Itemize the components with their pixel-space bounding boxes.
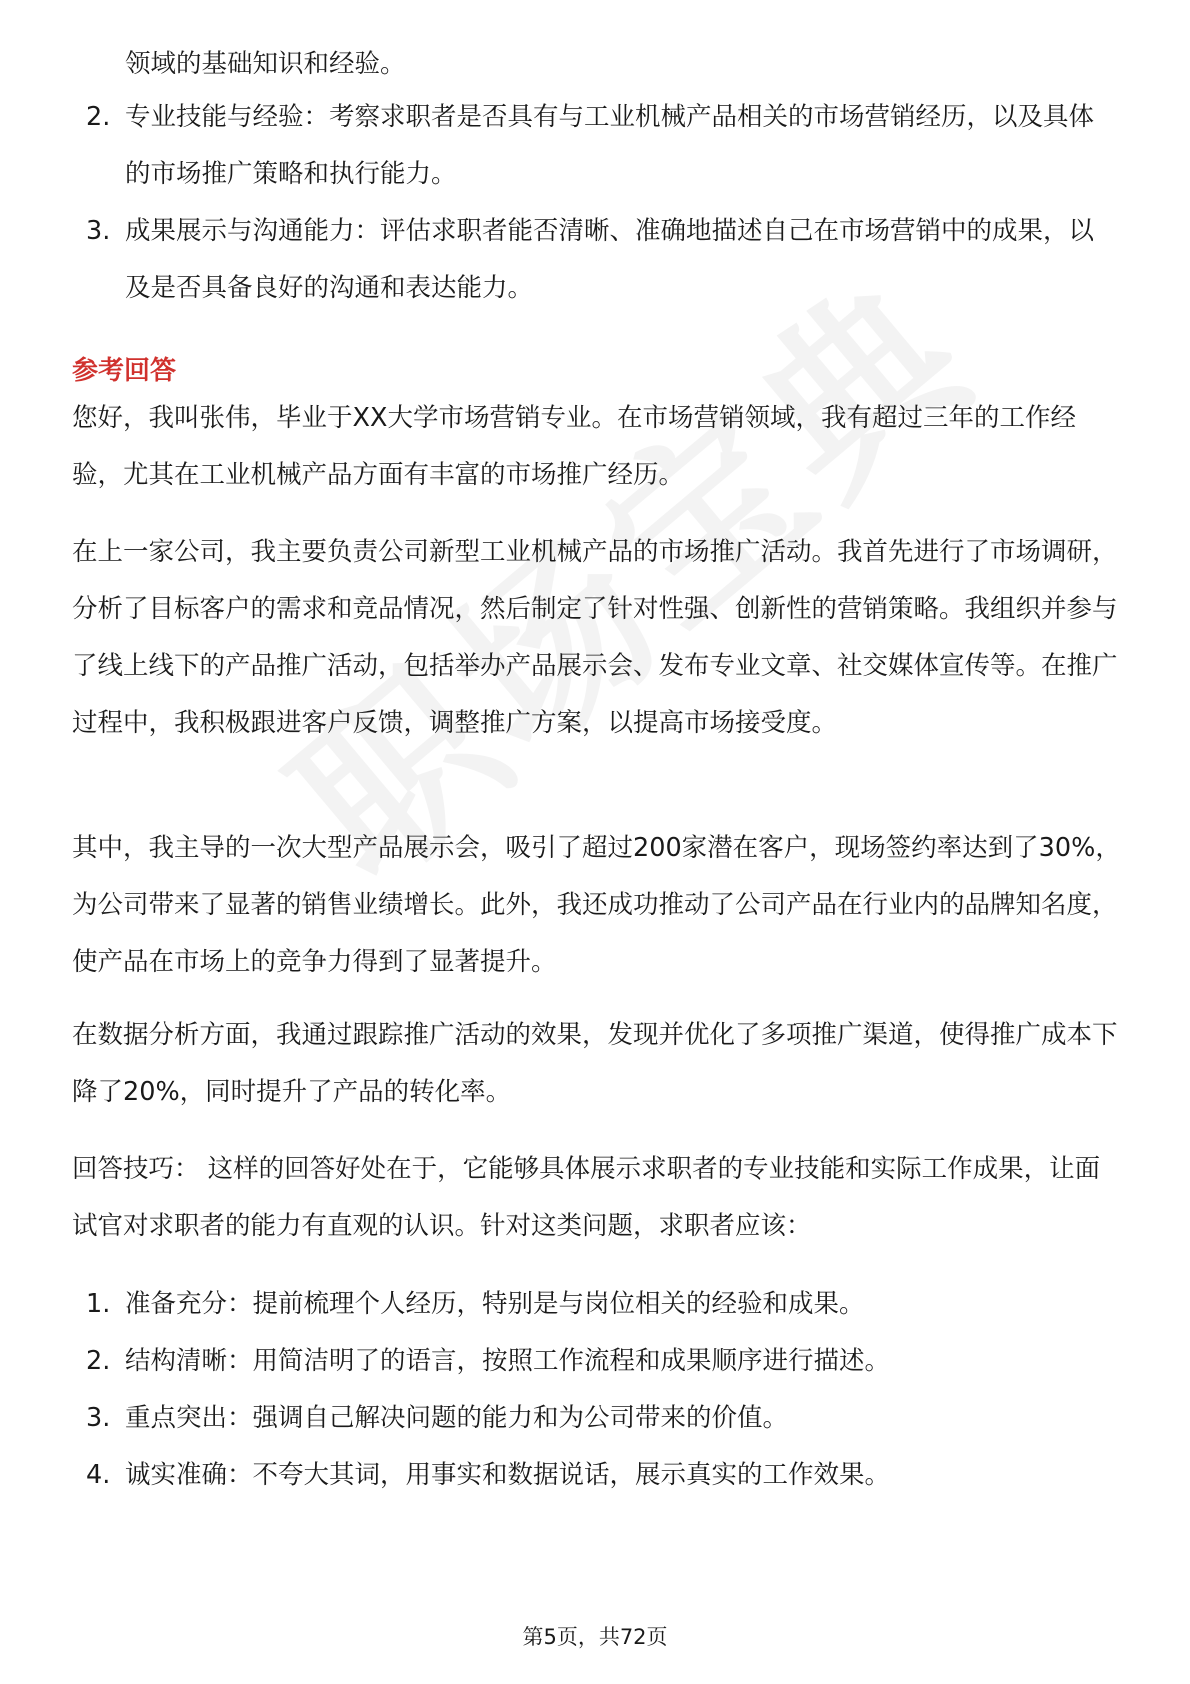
list-item: [0, 89, 1190, 203]
paragraph-intro: 您好，我叫张伟，毕业于XX大学市场营销专业。在市场营销领域，我有超过三年的工作经验，尤其在工业机械产品方面有丰富的市场推广经历。: [72, 403, 1076, 490]
paragraph-experience: 在上一家公司，我主要负责公司新型工业机械产品的市场推广活动。我首先进行了市场调研，分析了目标客户的需求和竞品情况，然后制定了针对性强、创新性的营销策略。我组织并参与了线上线下的产品推广活动，包括举办产品展示会、发布专业文章、社交媒体宣传等。在推广过程中，我积极跟进客户反馈，调整推广方案，以提高市场接受度。: [72, 537, 1118, 738]
page-footer: 第5页，共72页: [522, 1625, 668, 1649]
list-term: 成果展示与沟通能力: [125, 216, 355, 246]
list-item: [0, 1276, 1190, 1333]
tips-list: [0, 1276, 1190, 1504]
list-number: 2.: [86, 102, 111, 132]
list-item: [0, 1447, 1190, 1504]
list-text: ：评估求职者能否清晰、准确地描述自己在市场营销中的成果，以及是否具备良好的沟通和表达能力。: [125, 216, 1095, 303]
list-text: ：用简洁明了的语言，按照工作流程和成果顺序进行描述。: [227, 1346, 891, 1376]
criteria-list: [0, 89, 1190, 317]
section-heading: 参考回答: [72, 356, 177, 386]
list-text: ：考察求职者是否具有与工业机械产品相关的市场营销经历，以及具体的市场推广策略和执行能力。: [125, 102, 1095, 189]
continuation-text: 领域的基础知识和经验。: [125, 49, 406, 79]
list-item: [0, 203, 1190, 317]
list-text: ：提前梳理个人经历，特别是与岗位相关的经验和成果。: [227, 1289, 865, 1319]
list-number: 4.: [86, 1460, 111, 1490]
list-item: [0, 1390, 1190, 1447]
paragraph-achievements: 其中，我主导的一次大型产品展示会，吸引了超过200家潜在客户，现场签约率达到了30%，为公司带来了显著的销售业绩增长。此外，我还成功推动了公司产品在行业内的品牌知名度，使产品在市场上的竞争力得到了显著提升。: [72, 833, 1121, 977]
list-term: 准备充分: [125, 1289, 228, 1319]
list-term: 重点突出: [125, 1403, 228, 1433]
list-item: [0, 1333, 1190, 1390]
paragraph-data-analysis: 在数据分析方面，我通过跟踪推广活动的效果，发现并优化了多项推广渠道，使得推广成本下降了20%，同时提升了产品的转化率。: [72, 1020, 1118, 1107]
list-term: 诚实准确: [125, 1460, 228, 1490]
list-number: 1.: [86, 1289, 111, 1319]
paragraph-answer-tips: 回答技巧： 这样的回答好处在于，它能够具体展示求职者的专业技能和实际工作成果，让面试官对求职者的能力有直观的认识。针对这类问题，求职者应该：: [72, 1154, 1101, 1241]
list-number: 3.: [86, 1403, 111, 1433]
list-number: 2.: [86, 1346, 111, 1376]
list-term: 结构清晰: [125, 1346, 228, 1376]
list-number: 3.: [86, 216, 111, 246]
list-text: ：不夸大其词，用事实和数据说话，展示真实的工作效果。: [227, 1460, 891, 1490]
list-term: 专业技能与经验: [125, 102, 304, 132]
list-text: ：强调自己解决问题的能力和为公司带来的价值。: [227, 1403, 789, 1433]
